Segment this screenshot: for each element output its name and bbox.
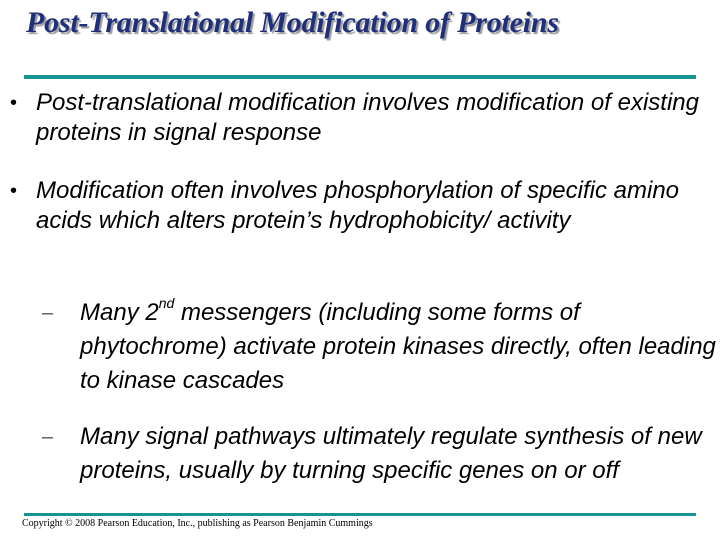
sub-bullet-item-1 [42,296,718,398]
copyright-footer: Copyright © 2008 Pearson Education, Inc., publishing as Pearson Benjamin Cummings [22,518,373,529]
bullet-marker: • [10,180,18,202]
sub-bullet-marker: – [42,426,54,448]
sub-bullet-item-2 [42,420,718,488]
sub-bullet-marker: – [42,302,54,324]
sub-bullet-text-start: Many 2 [80,299,159,326]
sub-bullet-text [80,296,718,398]
title-divider [24,75,696,79]
ordinal-superscript: nd [158,295,175,311]
bullet-text: Modification often involves phosphorylation of specific amino acids which alters protein’s hydrophobicity/ activity [36,177,680,234]
slide-title: Post-Translational Modification of Proteins [26,6,559,39]
footer-divider [24,513,696,516]
bullet-item-1 [10,88,710,148]
sub-bullet-text-rest: messengers (including some forms of phytochrome) activate protein kinases directly, often leading to kinase cascades [80,299,716,394]
bullet-text: Post-translational modification involves modification of existing proteins in signal response [36,89,699,146]
bullet-marker: • [10,92,18,114]
sub-bullet-text: Many signal pathways ultimately regulate synthesis of new proteins, usually by turning specific genes on or off [80,423,702,484]
bullet-item-2 [10,176,710,236]
